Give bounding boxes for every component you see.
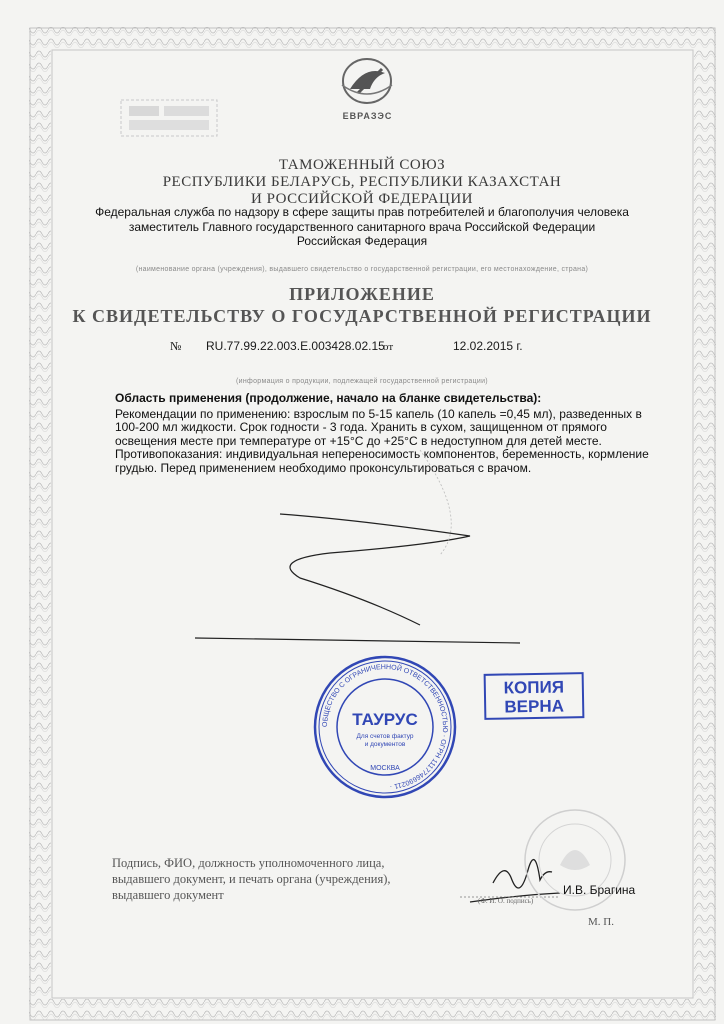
application-heading: Область применения (продолжение, начало на бланке свидетельства): — [115, 391, 542, 405]
stamp-subtitle-2: и документов — [364, 741, 406, 748]
faded-stamp-mark — [119, 98, 219, 138]
appendix-title-line-2: К СВИДЕТЕЛЬСТВУ О ГОСУДАРСТВЕННОЙ РЕГИСТРАЦИИ — [72, 306, 652, 326]
seal-place-mark: М. П. — [588, 916, 614, 928]
authority-line-2: заместитель Главного государственного санитарного врача Российской Федерации — [128, 219, 596, 234]
authority-line-3: Российская Федерация — [296, 234, 428, 248]
registration-date: 12.02.2015 г. — [453, 339, 523, 353]
union-line-2: РЕСПУБЛИКИ БЕЛАРУСЬ, РЕСПУБЛИКИ КАЗАХСТАН — [162, 174, 562, 190]
stamp-city: МОСКВА — [370, 765, 400, 772]
eurasec-logo — [330, 55, 405, 120]
logo-text: ЕВРАЗЭС — [342, 111, 393, 121]
union-line-3: И РОССИЙСКОЙ ФЕДЕРАЦИИ — [250, 191, 473, 207]
copy-stamp-line-1: КОПИЯ — [503, 677, 565, 698]
signer-subcaption: (Ф. И. О. подпись) — [478, 897, 534, 905]
stamp-ring-text: ОБЩЕСТВО С ОГРАНИЧЕННОЙ ОТВЕТСТВЕННОСТЬЮ · ОГРН 1117746690211 · — [321, 663, 449, 790]
stamp-subtitle-1: Для счетов фактур — [356, 733, 414, 740]
customs-union-header — [0, 157, 724, 208]
stamp-name: ТАУРУС — [352, 710, 418, 729]
union-line-1: ТАМОЖЕННЫЙ СОЮЗ — [278, 157, 446, 173]
signature-caption: Подпись, ФИО, должность уполномоченного лица, выдавшего документ, и печать органа (учреждения), выдавшего документ — [112, 856, 391, 902]
authority-caption: (наименование органа (учреждения), выдавшего свидетельство о государственной регистрации, его местонахождение, страна) — [135, 266, 589, 273]
signer-name: И.В. Брагина — [563, 883, 636, 897]
authority-line-1: Федеральная служба по надзору в сфере защиты прав потребителей и благополучия человека — [95, 205, 629, 219]
appendix-title — [0, 283, 724, 327]
number-sign: № — [170, 339, 182, 353]
registration-number: RU.77.99.22.003.E.003428.02.15 — [206, 339, 385, 353]
date-from-label: от — [383, 341, 394, 353]
appendix-title-line-1: ПРИЛОЖЕНИЕ — [289, 284, 435, 304]
product-caption: (информация о продукции, подлежащей государственной регистрации) — [236, 378, 488, 385]
eurasec-emblem-icon — [330, 55, 405, 110]
application-text: Рекомендации по применению: взрослым по 5-15 капель (10 капель =0,45 мл), разведенных в 100-200 мл жидкости. Срок годности - 3 года. Хранить в сухом, защищенном от прямого освещения месте при температуре от +15°С до +25°С в недоступном для детей месте. Противопоказания: индивидуальная непереносимость компонентов, беременность, кормление грудью. Перед применением необходимо проконсультироваться с врачом. — [115, 406, 649, 475]
copy-verified-stamp — [484, 672, 585, 720]
application-area — [115, 392, 660, 476]
issuing-authority — [0, 205, 724, 249]
company-stamp — [310, 652, 460, 802]
official-seal-faded — [520, 805, 630, 915]
copy-stamp-line-2: ВЕРНА — [504, 696, 565, 717]
